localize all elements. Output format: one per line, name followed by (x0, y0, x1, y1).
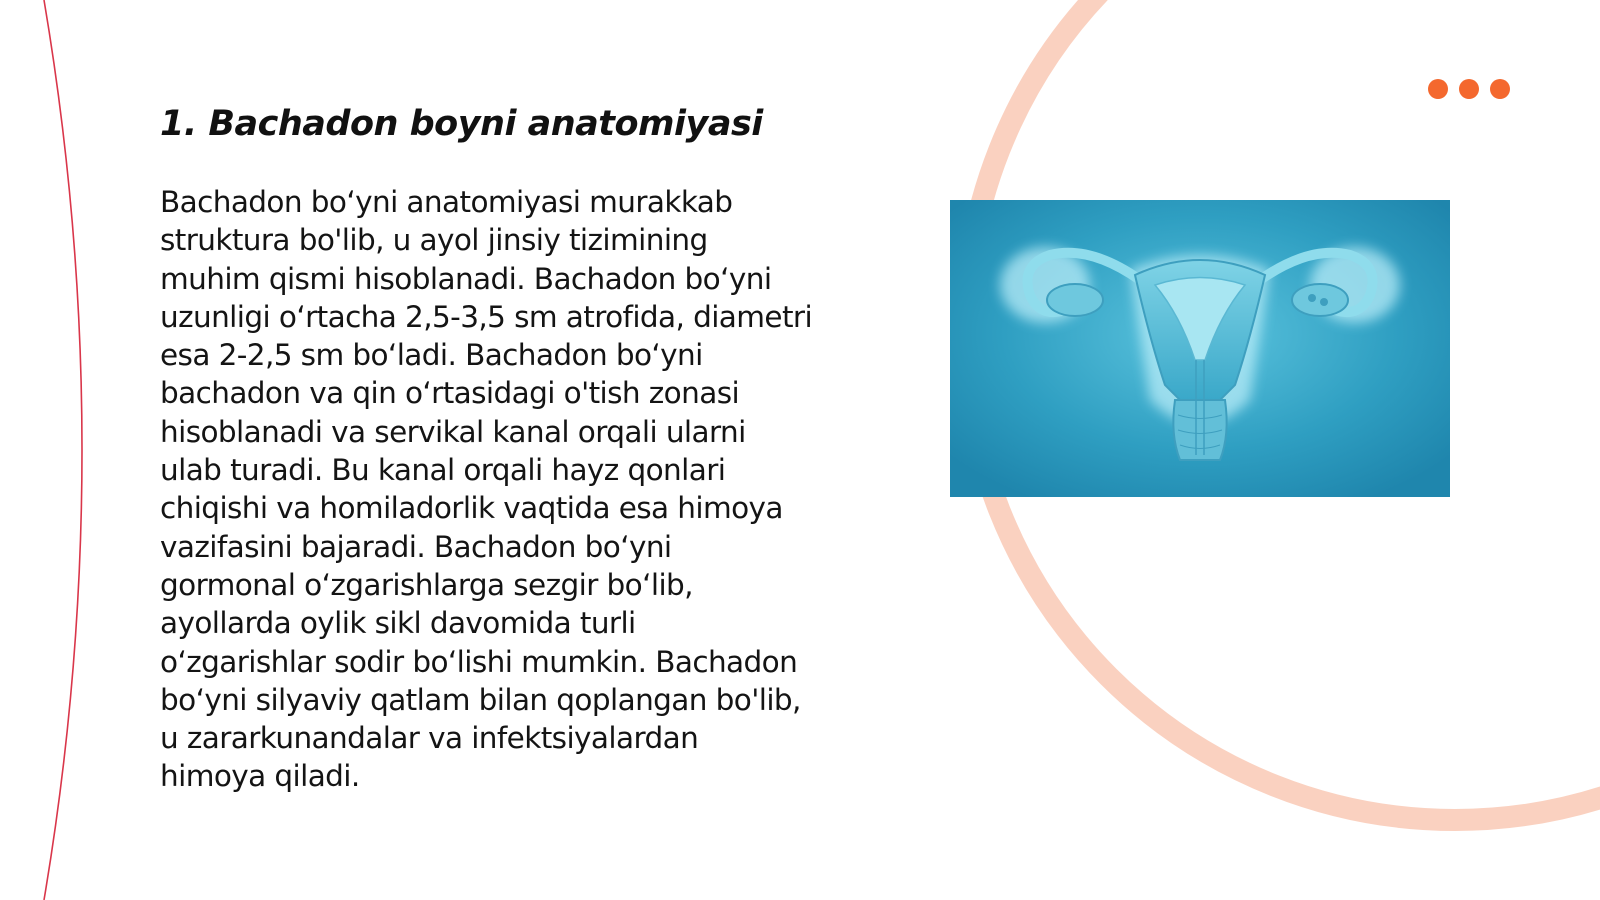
uterus-illustration (950, 200, 1450, 497)
body-text-line: Bachadon bo‘yni anatomiyasi murakkab (160, 185, 733, 219)
body-paragraph (160, 183, 850, 796)
three-dots-icon (1428, 79, 1510, 99)
dot (1459, 79, 1479, 99)
body-text-line: u zararkunandalar va infektsiyalardan (160, 721, 699, 756)
body-text-line: himoya qiladi. (160, 759, 360, 794)
body-text-line: chiqishi va homiladorlik vaqtida esa himoya (160, 491, 783, 526)
body-text-line: uzunligi o‘rtacha 2,5-3,5 sm atrofida, diametri (160, 299, 813, 334)
body-text-line: bachadon va qin o‘rtasidagi o'tish zonasi (160, 376, 740, 411)
body-text-line: gormonal o‘zgarishlarga sezgir bo‘lib, (160, 567, 693, 602)
dot (1428, 79, 1448, 99)
body-text-line: esa 2-2,5 sm bo‘ladi. Bachadon bo‘yni (160, 338, 703, 373)
body-text-line: ayollarda oylik sikl davomida turli (160, 606, 636, 641)
dot (1490, 79, 1510, 99)
body-text-line: o‘zgarishlar sodir bo‘lishi mumkin. Bachadon (160, 644, 798, 679)
body-text-line: vazifasini bajaradi. Bachadon bo‘yni (160, 529, 672, 564)
body-text-line: bo‘yni silyaviy qatlam bilan qoplangan bo'lib, (160, 682, 801, 717)
slide-title: 1. Bachadon boyni anatomiyasi (160, 104, 763, 144)
body-text-line: muhim qismi hisoblanadi. Bachadon bo‘yni (160, 261, 772, 296)
body-text-line: struktura bo'lib, u ayol jinsiy tizimining (160, 223, 708, 258)
body-text-line: ulab turadi. Bu kanal orqali hayz qonlari (160, 453, 726, 488)
body-text-line: hisoblanadi va servikal kanal orqali ularni (160, 414, 746, 449)
decorative-side-line (44, 0, 82, 900)
